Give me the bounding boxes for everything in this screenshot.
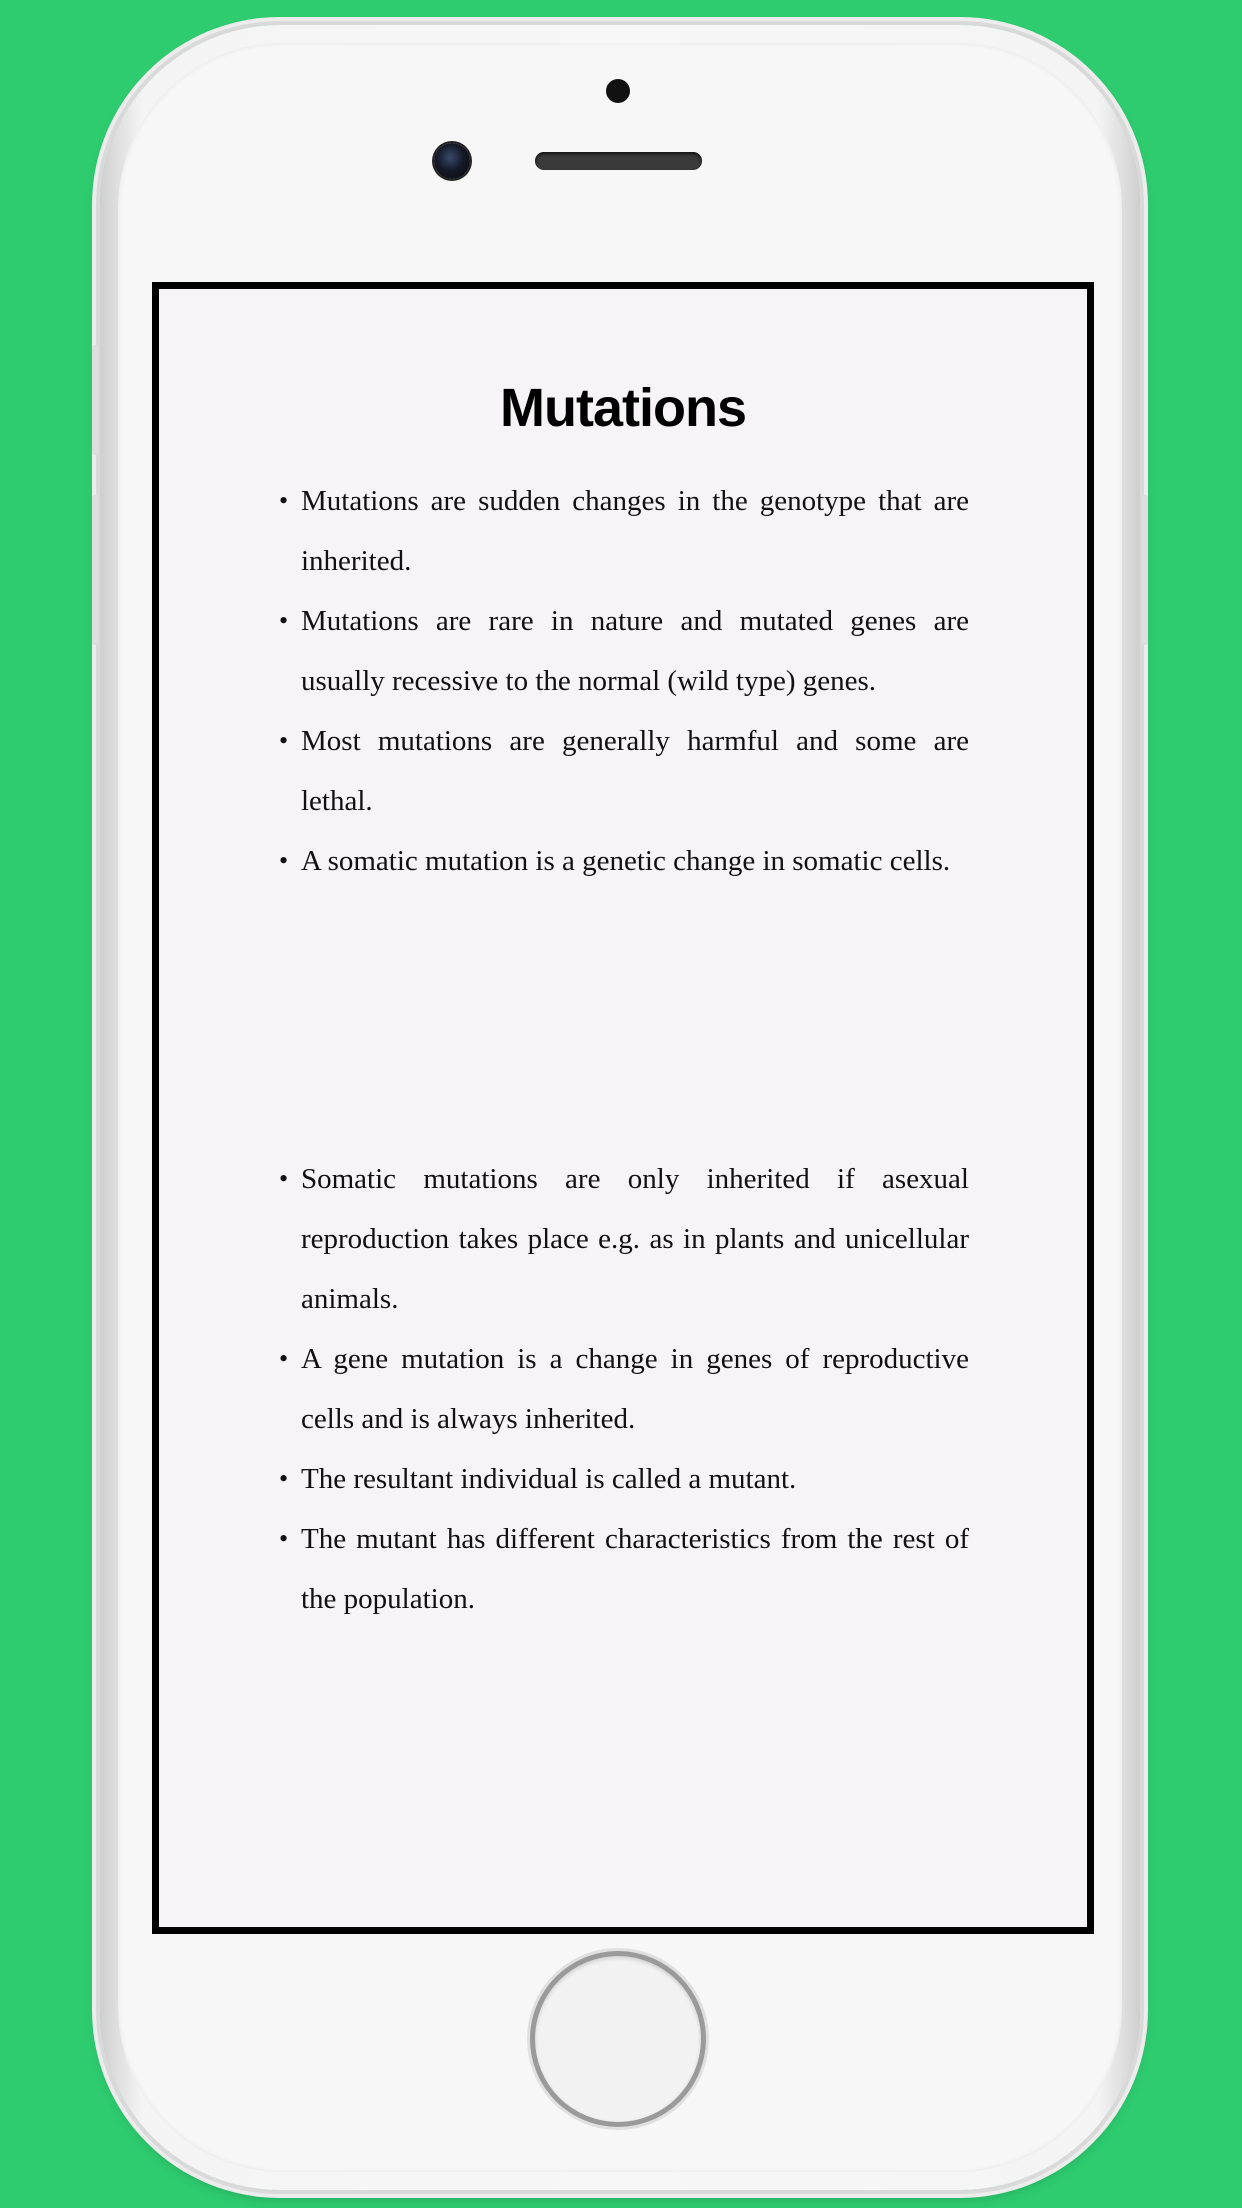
list-item <box>279 1509 969 1629</box>
bullet-icon: • <box>279 486 289 515</box>
bullet-list-top <box>279 471 969 891</box>
bullet-text: The resultant individual is called a mutant. <box>301 1463 797 1495</box>
power-button <box>1142 495 1148 645</box>
list-item <box>279 471 969 591</box>
bullet-text: The mutant has different characteristics from the rest of the population. <box>301 1523 969 1615</box>
proximity-sensor-icon <box>606 79 630 103</box>
list-item <box>279 711 969 831</box>
earpiece-speaker <box>535 152 702 170</box>
bullet-icon: • <box>279 1464 289 1493</box>
bullet-icon: • <box>279 1164 289 1193</box>
bullet-icon: • <box>279 726 289 755</box>
bullet-text: Somatic mutations are only inherited if asexual reproduction takes place e.g. as in plants and unicellular animals. <box>301 1163 969 1315</box>
bullet-icon: • <box>279 1524 289 1553</box>
list-item <box>279 1329 969 1449</box>
list-item <box>279 1149 969 1329</box>
bullet-text: A somatic mutation is a genetic change in somatic cells. <box>301 845 951 877</box>
bullet-icon: • <box>279 606 289 635</box>
list-item <box>279 831 969 891</box>
front-camera-icon <box>434 143 470 179</box>
bullet-icon: • <box>279 846 289 875</box>
volume-up-button <box>92 495 98 645</box>
list-item <box>279 1449 969 1509</box>
bullet-icon: • <box>279 1344 289 1373</box>
bullet-text: Mutations are rare in nature and mutated genes are usually recessive to the normal (wild type) genes. <box>301 605 969 697</box>
mute-switch <box>92 345 98 455</box>
slide-title: Mutations <box>500 378 746 438</box>
bullet-text: Most mutations are generally harmful and some are lethal. <box>301 725 969 817</box>
list-item <box>279 591 969 711</box>
bullet-text: A gene mutation is a change in genes of reproductive cells and is always inherited. <box>301 1343 969 1435</box>
bullet-text: Mutations are sudden changes in the genotype that are inherited. <box>301 485 969 577</box>
bullet-list-bottom <box>279 1149 969 1629</box>
slide-screen[interactable] <box>152 282 1094 1934</box>
home-button[interactable] <box>535 1956 701 2122</box>
